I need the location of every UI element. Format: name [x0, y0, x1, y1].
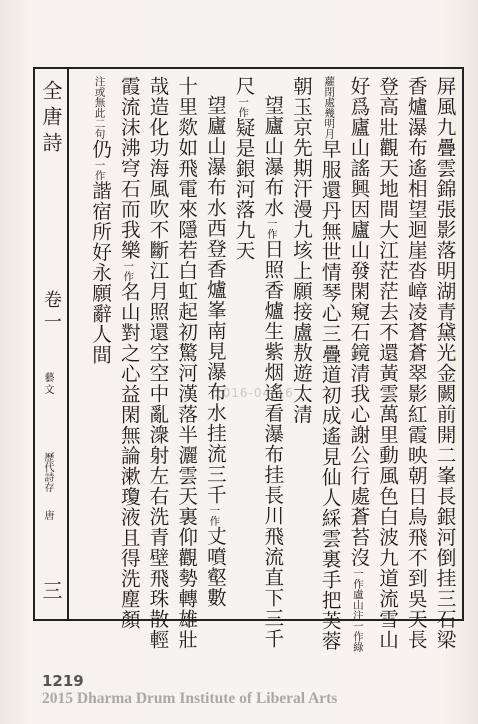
gutter-rule [67, 67, 69, 621]
margin-volume: 卷一 [41, 290, 62, 334]
text-column: 十里欻如飛電來隱若白虹起初驚河漢落半灑雲天裏仰觀勢轉雄壯 [174, 76, 198, 650]
margin-title: 全唐詩 [39, 80, 63, 158]
inline-note: 一作 [93, 159, 106, 181]
inline-note: 注或無 [93, 76, 106, 108]
text-column: 屏風九疊雲錦張影落明湖青黛光金闕前開二峯長銀河倒挂三石梁 [433, 76, 456, 650]
text-column: 好爲廬山謠興因廬山發閑窺石鏡清我心謝公行處蒼苔沒一作盧山注一作綠 [346, 76, 370, 652]
text-column: 蘿閉處幾明月早服還丹無世情琴心三疊道初成遙見仙人綵雲裏手把芙蓉 [318, 76, 342, 652]
frame-top-rule [33, 67, 463, 69]
poem-title-column: 望廬山瀑布水一作日照香爐生紫烟遙看瀑布挂長川飛流直下三千 [260, 95, 284, 649]
inline-note: 一作 [237, 96, 250, 118]
margin-subtitle: 歷代詩存 [42, 452, 53, 492]
margin-page: 三 [39, 580, 63, 604]
text-column: 霞流沫沸穹石而我樂一作名山對之心益閑無論漱瓊液且得洗塵顏 [117, 76, 141, 630]
inline-note: 幾明月 [323, 107, 336, 139]
text-column: 尺一作疑是銀河落九天 [232, 76, 256, 261]
page-margin [39, 80, 63, 610]
date-watermark: 2016-04-16 [214, 386, 294, 400]
inline-note: 蘿閉處 [323, 76, 336, 108]
inline-note: 盧山 [351, 589, 364, 610]
inline-note: 一作 [122, 260, 135, 282]
text-body [72, 76, 458, 652]
frame-left-rule [33, 67, 35, 621]
margin-author-tag: 唐 [42, 510, 53, 520]
text-column: 登高壯觀天地間大江茫茫去不還黃雲萬里動風色白波九道流雪山 [375, 76, 399, 650]
frame-right-rule [462, 67, 464, 621]
margin-section: 藝文 [42, 372, 53, 396]
text-column: 哉造化功海風吹不斷江月照還空空中亂潨射左右洗青壁飛珠散輕 [145, 76, 169, 650]
inline-note: 一作 [265, 218, 278, 239]
text-column: 香爐瀑布遙相望迴崖沓嶂凌蒼蒼翠影紅霞映朝日鳥飛不到吳天長 [404, 76, 428, 650]
copyright-line: 2015 Dharma Drum Institute of Liberal Arts [42, 690, 338, 707]
page-number: 1219 [42, 672, 84, 690]
inline-note: 注一作綠 [351, 610, 364, 652]
text-column: 朝玉京先期汗漫九垓上願接盧敖遊太清 [289, 76, 313, 425]
poem-title-column: 望廬山瀑布水西登香爐峯南見瀑布水挂流三千一作丈噴壑數 [203, 95, 227, 608]
inline-note: 一作 [351, 568, 364, 589]
text-column: 注或無此二句仍一作諧宿所好永願辭人間 [88, 76, 112, 365]
inline-note: 此二句 [93, 107, 106, 139]
inline-note: 一作 [208, 505, 221, 526]
